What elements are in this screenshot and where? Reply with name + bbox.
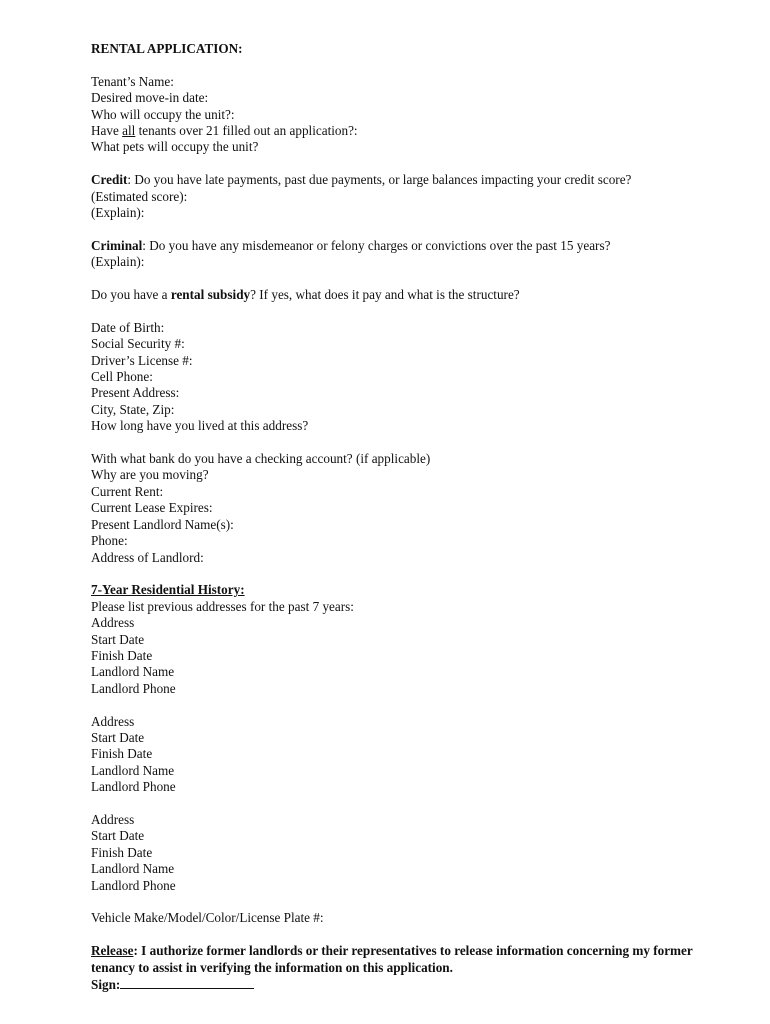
credit-explain: (Explain): <box>91 205 145 221</box>
vehicle-label: Vehicle Make/Model/Color/License Plate #: <box>91 910 324 926</box>
personal-field: City, State, Zip: <box>91 401 175 417</box>
history-field: Address <box>91 615 135 631</box>
sign-line: Sign: <box>91 976 731 993</box>
history-heading: 7-Year Residential History: <box>91 582 245 598</box>
credit-question: Credit: Do you have late payments, past due payments, or large balances impacting your credit score? <box>91 172 632 188</box>
signature-blank[interactable] <box>120 976 254 989</box>
credit-estimated-score: (Estimated score): <box>91 188 188 204</box>
history-block-2 <box>91 714 731 796</box>
history-field: Landlord Name <box>91 762 175 778</box>
history-field: Start Date <box>91 631 145 647</box>
current-residence-section <box>91 451 731 566</box>
personal-field: Cell Phone: <box>91 369 153 385</box>
rental-application-document <box>91 41 731 993</box>
personal-info-section <box>91 320 731 435</box>
history-field: Start Date <box>91 828 145 844</box>
criminal-question: Criminal: Do you have any misdemeanor or felony charges or convictions over the past 15 years? <box>91 237 611 253</box>
history-field: Landlord Name <box>91 861 175 877</box>
history-block-1 <box>91 615 731 697</box>
move-in-date-label: Desired move-in date: <box>91 90 209 106</box>
document-title: RENTAL APPLICATION: <box>91 41 243 56</box>
history-field: Start Date <box>91 729 145 745</box>
history-field: Landlord Phone <box>91 779 176 795</box>
tenant-name-label: Tenant’s Name: <box>91 73 174 89</box>
current-field: Address of Landlord: <box>91 549 204 565</box>
occupants-label: Who will occupy the unit?: <box>91 106 235 122</box>
personal-field: How long have you lived at this address? <box>91 418 309 434</box>
current-field: Phone: <box>91 533 128 549</box>
current-field: With what bank do you have a checking account? (if applicable) <box>91 451 431 467</box>
pets-label: What pets will occupy the unit? <box>91 139 259 155</box>
personal-field: Driver’s License #: <box>91 352 193 368</box>
current-field: Current Rent: <box>91 483 164 499</box>
history-field: Finish Date <box>91 647 153 663</box>
history-field: Landlord Phone <box>91 877 176 893</box>
release-statement: Release: I authorize former landlords or their representatives to release information concerning my former tenancy to assist in verifying the information on this application. <box>91 943 693 975</box>
current-field: Why are you moving? <box>91 467 209 483</box>
history-field: Finish Date <box>91 746 153 762</box>
personal-field: Social Security #: <box>91 336 185 352</box>
personal-field: Present Address: <box>91 385 180 401</box>
history-intro: Please list previous addresses for the past 7 years: <box>91 598 354 614</box>
history-block-3 <box>91 812 731 894</box>
current-field: Current Lease Expires: <box>91 500 213 516</box>
current-field: Present Landlord Name(s): <box>91 516 234 532</box>
applications-question: Have all tenants over 21 filled out an application?: <box>91 123 358 139</box>
criminal-explain: (Explain): <box>91 254 145 270</box>
personal-field: Date of Birth: <box>91 319 165 335</box>
history-field: Landlord Phone <box>91 680 176 696</box>
history-field: Finish Date <box>91 844 153 860</box>
history-field: Address <box>91 713 135 729</box>
history-field: Address <box>91 811 135 827</box>
subsidy-question: Do you have a rental subsidy? If yes, what does it pay and what is the structure? <box>91 287 520 303</box>
history-field: Landlord Name <box>91 664 175 680</box>
